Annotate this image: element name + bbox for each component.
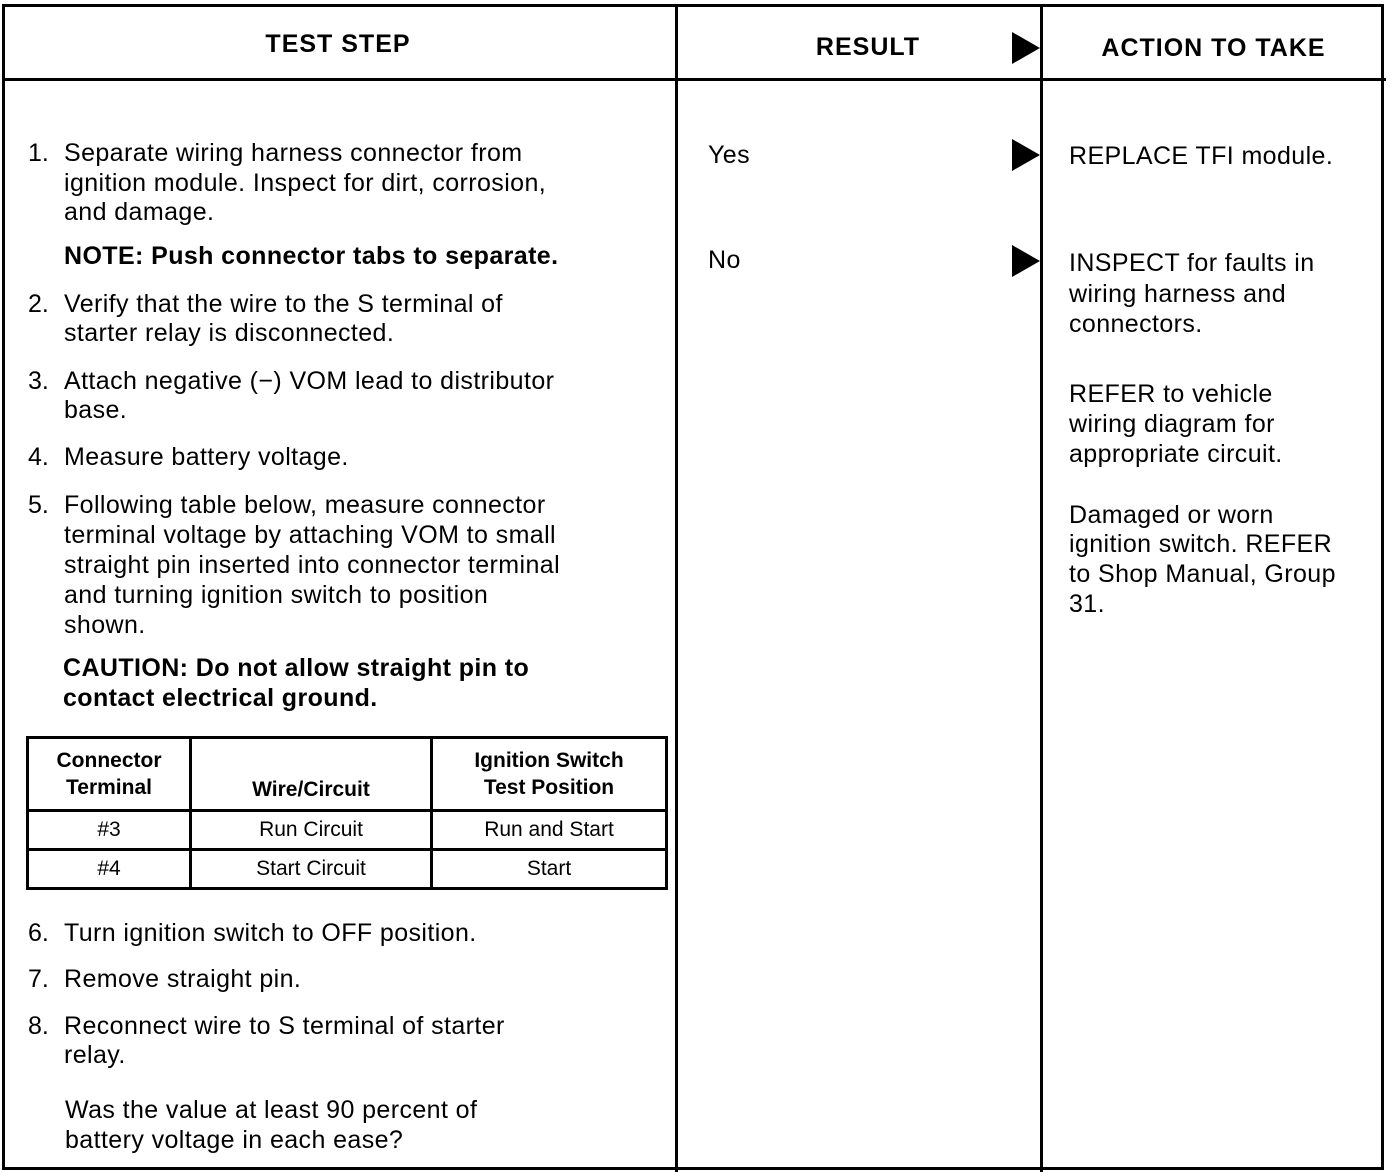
question-line-1: Was the value at least 90 percent of <box>65 1096 478 1124</box>
subtable-header-terminal-line-1: Connector <box>56 749 162 772</box>
subtable-header-row <box>28 738 667 811</box>
step-4-line-1: Measure battery voltage. <box>64 443 349 471</box>
connector-terminal-table <box>26 736 668 890</box>
step-3-line-1: Attach negative (−) VOM lead to distributor <box>64 367 555 395</box>
circuit-cell: Start Circuit <box>191 850 432 889</box>
result-no: No <box>708 246 741 274</box>
header-action-to-take: ACTION TO TAKE <box>1101 34 1326 62</box>
action-no-2-line-1: REFER to vehicle <box>1069 380 1273 408</box>
step-2-number: 2. <box>28 290 49 318</box>
action-no-3-line-1: Damaged or worn <box>1069 501 1274 529</box>
position-cell: Run and Start <box>432 811 667 850</box>
step-5-line-1: Following table below, measure connector <box>64 491 546 519</box>
header-result: RESULT <box>815 33 921 61</box>
step-7-number: 7. <box>28 965 49 993</box>
position-cell: Start <box>432 850 667 889</box>
step-5-line-5: shown. <box>64 611 146 639</box>
action-no-1-line-2: wiring harness and <box>1069 280 1287 308</box>
table-row <box>28 850 667 889</box>
terminal-cell: #4 <box>28 850 191 889</box>
terminal-cell: #3 <box>28 811 191 850</box>
step-1-line-1: Separate wiring harness connector from <box>64 139 523 167</box>
result-yes: Yes <box>708 141 750 169</box>
header-arrow-icon <box>1012 32 1040 64</box>
caution-line-1: CAUTION: Do not allow straight pin to <box>63 654 530 682</box>
action-no-1-line-3: connectors. <box>1069 310 1203 338</box>
step-7-line-1: Remove straight pin. <box>64 965 302 993</box>
action-no-2-line-2: wiring diagram for <box>1069 410 1275 438</box>
step-8-line-1: Reconnect wire to S terminal of starter <box>64 1012 505 1040</box>
step-5-line-4: and turning ignition switch to position <box>64 581 489 609</box>
subtable-header-terminal <box>28 738 191 811</box>
action-no-3-line-2: ignition switch. REFER <box>1069 530 1333 558</box>
step-6-number: 6. <box>28 919 49 947</box>
step-8-number: 8. <box>28 1012 49 1040</box>
step-2-line-2: starter relay is disconnected. <box>64 319 395 347</box>
step-1-note: NOTE: Push connector tabs to separate. <box>64 242 559 270</box>
table-row <box>28 811 667 850</box>
action-no-3-line-3: to Shop Manual, Group <box>1069 560 1336 588</box>
action-yes: REPLACE TFI module. <box>1069 142 1334 170</box>
header-test-step: TEST STEP <box>265 30 411 58</box>
step-5-line-3: straight pin inserted into connector terminal <box>64 551 561 579</box>
subtable-header-position <box>432 738 667 811</box>
step-1-line-2: ignition module. Inspect for dirt, corrosion, <box>64 169 547 197</box>
subtable-header-position-line-1: Ignition Switch <box>474 749 624 772</box>
column-divider-1 <box>675 4 678 1172</box>
header-divider <box>2 78 1386 81</box>
step-6-line-1: Turn ignition switch to OFF position. <box>64 919 477 947</box>
result-yes-arrow-icon <box>1012 139 1040 171</box>
subtable-header-position-line-2: Test Position <box>483 776 615 799</box>
question-line-2: battery voltage in each ease? <box>65 1126 404 1154</box>
step-4-number: 4. <box>28 443 49 471</box>
step-3-number: 3. <box>28 367 49 395</box>
step-3-line-2: base. <box>64 396 128 424</box>
subtable-header-circuit: Wire/Circuit <box>191 738 432 811</box>
subtable-header-terminal-line-2: Terminal <box>66 776 152 799</box>
circuit-cell: Run Circuit <box>191 811 432 850</box>
caution-line-2: contact electrical ground. <box>63 684 378 712</box>
action-no-3-line-4: 31. <box>1069 590 1105 618</box>
step-1-number: 1. <box>28 139 49 167</box>
step-1-line-3: and damage. <box>64 198 215 226</box>
step-5-line-2: terminal voltage by attaching VOM to small <box>64 521 557 549</box>
column-divider-2 <box>1040 4 1043 1172</box>
step-2-line-1: Verify that the wire to the S terminal of <box>64 290 503 318</box>
action-no-1-line-1: INSPECT for faults in <box>1069 249 1315 277</box>
step-8-line-2: relay. <box>64 1041 126 1069</box>
result-no-arrow-icon <box>1012 245 1040 277</box>
action-no-2-line-3: appropriate circuit. <box>1069 440 1283 468</box>
step-5-number: 5. <box>28 491 49 519</box>
